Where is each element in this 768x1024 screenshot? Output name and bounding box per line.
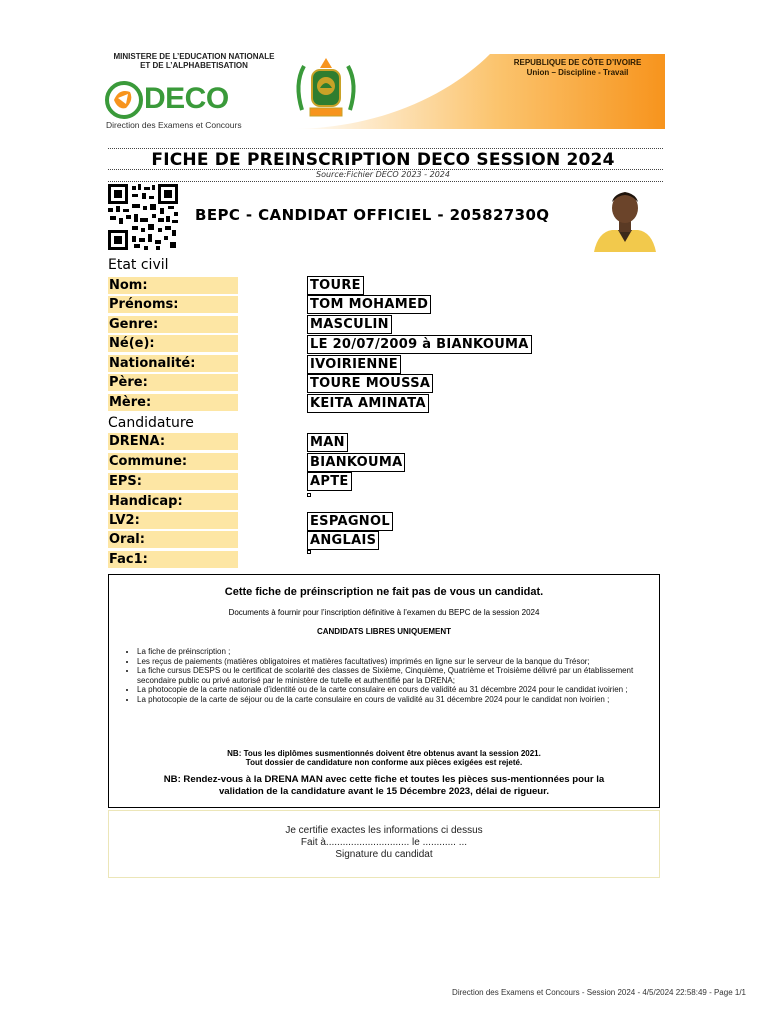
value-fac1 bbox=[307, 550, 311, 554]
info-box bbox=[108, 574, 660, 808]
coat-of-arms-icon bbox=[290, 54, 362, 124]
republic-block bbox=[490, 58, 665, 78]
info-heading: Cette fiche de préinscription ne fait pas de vous un candidat. bbox=[224, 586, 544, 598]
value-pere: TOURE MOUSSA bbox=[307, 374, 433, 393]
candidate-heading: BEPC - CANDIDAT OFFICIEL - 20582730Q bbox=[195, 206, 550, 224]
list-item: • La photocopie de la carte nationale d’identité ou de la carte consulaire en cours de validité au 31 décembre 2024 pour le candidat ivoirien ; bbox=[137, 685, 667, 695]
candidate-photo bbox=[590, 186, 660, 252]
value-commune: BIANKOUMA bbox=[307, 453, 405, 472]
documents-list bbox=[123, 647, 667, 704]
value-eps: APTE bbox=[307, 472, 352, 491]
list-item: • Les reçus de paiements (matières obligatoires et matières facultatives) imprimés en ligne sur le serveur de la banque du Trésor; bbox=[137, 657, 667, 667]
label-commune: Commune: bbox=[108, 453, 238, 470]
signature-place-date: Fait à.............................. le ............ ... bbox=[300, 837, 468, 848]
value-prenoms: TOM MOHAMED bbox=[307, 295, 431, 314]
info-nb2-line2: validation de la candidature avant le 15 Décembre 2023, délai de rigueur. bbox=[218, 786, 550, 797]
value-genre: MASCULIN bbox=[307, 315, 392, 334]
info-nb1-line2: Tout dossier de candidature non conforme aux pièces exigées est rejeté. bbox=[245, 758, 523, 767]
deco-logo-caption: Direction des Examens et Concours bbox=[106, 120, 242, 130]
qr-code-icon bbox=[108, 184, 178, 250]
label-nom: Nom: bbox=[108, 277, 238, 294]
label-drena: DRENA: bbox=[108, 433, 238, 450]
label-fac1: Fac1: bbox=[108, 551, 238, 568]
ministry-line-1: MINISTERE DE L’EDUCATION NATIONALE bbox=[113, 52, 275, 61]
label-mere: Mère: bbox=[108, 394, 238, 411]
page-title: FICHE DE PREINSCRIPTION DECO SESSION 2024 bbox=[151, 150, 615, 170]
info-docs-intro: Documents à fournir pour l’inscription définitive à l’examen du BEPC de la session 2024 bbox=[228, 608, 540, 617]
label-genre: Genre: bbox=[108, 316, 238, 333]
label-lv2: LV2: bbox=[108, 512, 238, 529]
list-item: • La photocopie de la carte de séjour ou de la carte consulaire en cours de validité au 31 décembre 2024 pour le candidat non ivoirien ; bbox=[137, 695, 667, 705]
label-eps: EPS: bbox=[108, 473, 238, 490]
deco-logo bbox=[104, 80, 259, 130]
signature-box bbox=[108, 810, 660, 878]
label-nee: Né(e): bbox=[108, 335, 238, 352]
label-pere: Père: bbox=[108, 374, 238, 391]
source-note: Source:Fichier DECO 2023 - 2024 bbox=[316, 170, 450, 179]
signature-label: Signature du candidat bbox=[335, 849, 433, 860]
person-photo-icon bbox=[590, 186, 660, 252]
page-footer: Direction des Examens et Concours - Session 2024 - 4/5/2024 22:58:49 - Page 1/1 bbox=[452, 988, 746, 997]
value-nationalite: IVOIRIENNE bbox=[307, 355, 401, 374]
section-candidature: Candidature bbox=[108, 415, 194, 431]
list-item: • La fiche cursus DESPS ou le certificat de scolarité des classes de Sixième, Cinquième, Quatrième et Troisième délivré par un établissement secondaire public ou privé autorisé par le ministère de tutelle et authentifié par la DRENA; bbox=[137, 666, 667, 685]
value-mere: KEITA AMINATA bbox=[307, 394, 429, 413]
value-handicap bbox=[307, 493, 311, 497]
label-prenoms: Prénoms: bbox=[108, 296, 238, 313]
deco-logo-text: DECO bbox=[144, 82, 229, 115]
republic-motto: Union – Discipline - Travail bbox=[526, 68, 629, 77]
section-etat-civil: Etat civil bbox=[108, 257, 169, 273]
value-nom: TOURE bbox=[307, 276, 364, 295]
value-drena: MAN bbox=[307, 433, 348, 452]
header-banner bbox=[290, 54, 665, 129]
info-nb1-line1: NB: Tous les diplômes susmentionnés doivent être obtenus avant la session 2021. bbox=[227, 749, 541, 758]
label-handicap: Handicap: bbox=[108, 493, 238, 510]
signature-certify: Je certifie exactes les informations ci dessus bbox=[285, 825, 483, 836]
source-rule bbox=[108, 181, 663, 182]
value-lv2: ESPAGNOL bbox=[307, 512, 393, 531]
value-nee: LE 20/07/2009 à BIANKOUMA bbox=[307, 335, 532, 354]
title-top-rule bbox=[108, 148, 663, 149]
list-item: • La fiche de préinscription ; bbox=[137, 647, 667, 657]
republic-name: REPUBLIQUE DE CÔTE D’IVOIRE bbox=[513, 58, 642, 67]
label-nationalite: Nationalité: bbox=[108, 355, 238, 372]
info-nb2-line1: NB: Rendez-vous à la DRENA MAN avec cette fiche et toutes les pièces sus-mentionnées pour la bbox=[163, 774, 605, 785]
info-subheading: CANDIDATS LIBRES UNIQUEMENT bbox=[316, 627, 452, 636]
value-oral: ANGLAIS bbox=[307, 531, 379, 550]
label-oral: Oral: bbox=[108, 531, 238, 548]
ministry-line-2: ET DE L’ALPHABETISATION bbox=[140, 61, 248, 70]
